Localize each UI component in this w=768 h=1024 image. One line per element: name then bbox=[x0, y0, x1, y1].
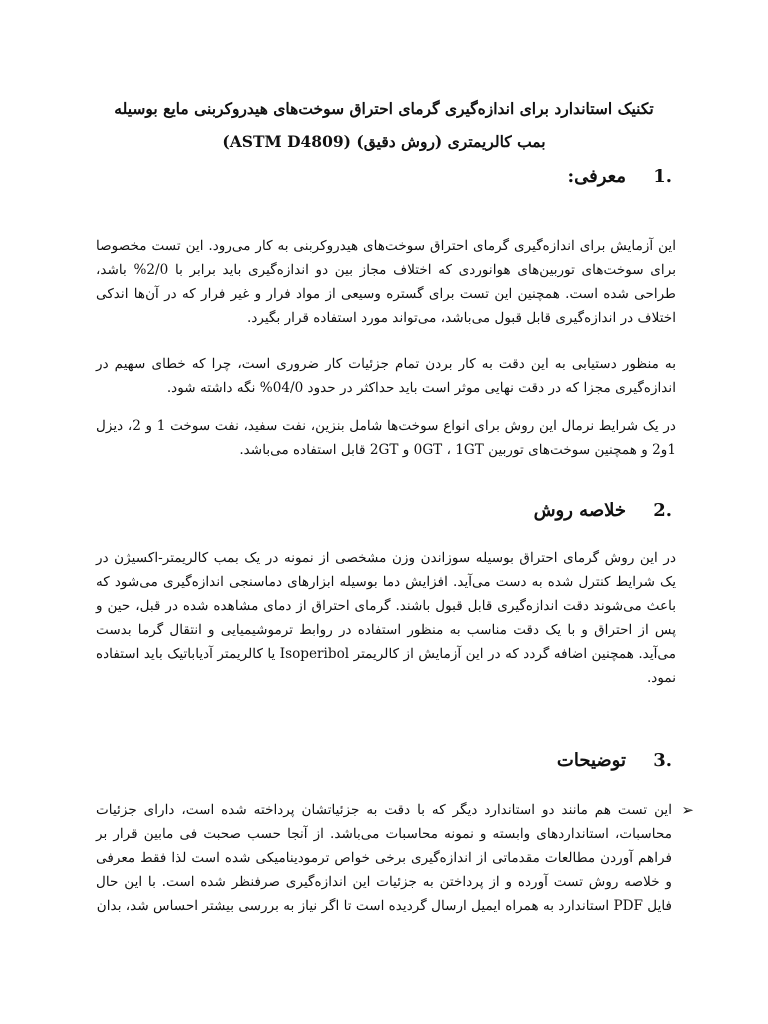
section-title: معرفی: bbox=[567, 166, 626, 187]
section-number: 1. bbox=[653, 166, 672, 187]
section-number: 3. bbox=[653, 750, 672, 771]
paragraph-intro-1: این آزمایش برای اندازه‌گیری گرمای احتراق سوخت‌های هیدروکربنی به کار می‌رود. این تست مخصوصا برای سوخت‌های توربین‌های هوانوردی که اختلاف مجاز بین دو اندازه‌گیری باید برابر با 2/0% باشد، طراحی شده است. همچنین این تست برای گستره وسیعی از مواد فرار و غیر فرار که در آن‌ها اندکی اختلاف در اندازه‌گیری قابل قبول می‌باشد، می‌تواند مورد استفاده قرار بگیرد. bbox=[96, 238, 676, 326]
section-heading-notes bbox=[557, 750, 672, 771]
paragraph-method-1: در این روش گرمای احتراق بوسیله سوزاندن وزن مشخصی از نمونه در یک بمب کالریمتر-اکسیژن در یک شرایط کنترل شده به دست می‌آید. افزایش دما بوسیله ابزارهای دماسنجی اندازه‌گیری می‌شود که باعث می‌شوند دقت اندازه‌گیری قابل قبول باشند. گرمای احتراق از دمای مشاهده شده در قبل، حین و پس از احتراق و با یک دقت مناسب به منظور استفاده در روابط ترموشیمیایی و انتقال گرما بدست می‌آید. همچنین اضافه گردد که در این آزمایش از کالریمتر Isoperibol یا کالریمتر آدیاباتیک باید استفاده نمود. bbox=[96, 550, 676, 686]
bullet-item bbox=[96, 798, 694, 918]
arrow-bullet-icon: ➢ bbox=[681, 801, 694, 819]
paragraph-intro-3: در یک شرایط نرمال این روش برای انواع سوخت‌ها شامل بنزین، نفت سفید، نفت سوخت 1 و 2، دیزل 1و2 و همچنین سوخت‌های توربین 0GT ، 1GT و 2GT قابل استفاده می‌باشد. bbox=[96, 418, 676, 458]
document-title bbox=[96, 92, 672, 158]
section-heading-method-summary bbox=[534, 500, 672, 521]
bullet-text: این تست هم مانند دو استاندارد دیگر که با دقت به جزئیاتشان پرداخته شده است، دارای جزئیات محاسبات، استانداردهای وابسته و نمونه محاسبات می‌باشد. از آنجا حسب صحبت فی مابین قرار بر فراهم آوردن مطالعات مقدماتی از اندازه‌گیری برخی خواص ترمودینامیکی شده است لذا فقط معرفی و خلاصه روش تست آورده و از پرداختن به جزئیات این اندازه‌گیری صرفنظر شده است. با این حال فایل PDF استاندارد به همراه ایمیل ارسال گردیده است تا اگر نیاز به بررسی بیشتر احساس شد، بدان bbox=[96, 802, 672, 914]
paragraph-intro-2: به منظور دستیابی به این دقت به کار بردن تمام جزئیات کار ضروری است، چرا که خطای سهیم در اندازه‌گیری مجزا که در دقت نهایی موثر است باید حداکثر در حدود 04/0% نگه داشته شود. bbox=[96, 356, 676, 396]
section-title: توضیحات bbox=[556, 750, 626, 771]
section-number: 2. bbox=[653, 500, 672, 521]
section-title: خلاصه روش bbox=[533, 500, 626, 521]
title-line-2: بمب کالریمتری (روش دقیق) (ASTM D4809) bbox=[222, 132, 546, 151]
section-heading-introduction bbox=[567, 166, 672, 187]
title-line-1: تکنیک استاندارد برای اندازه‌گیری گرمای احتراق سوخت‌های هیدروکربنی مایع بوسیله bbox=[114, 99, 654, 118]
